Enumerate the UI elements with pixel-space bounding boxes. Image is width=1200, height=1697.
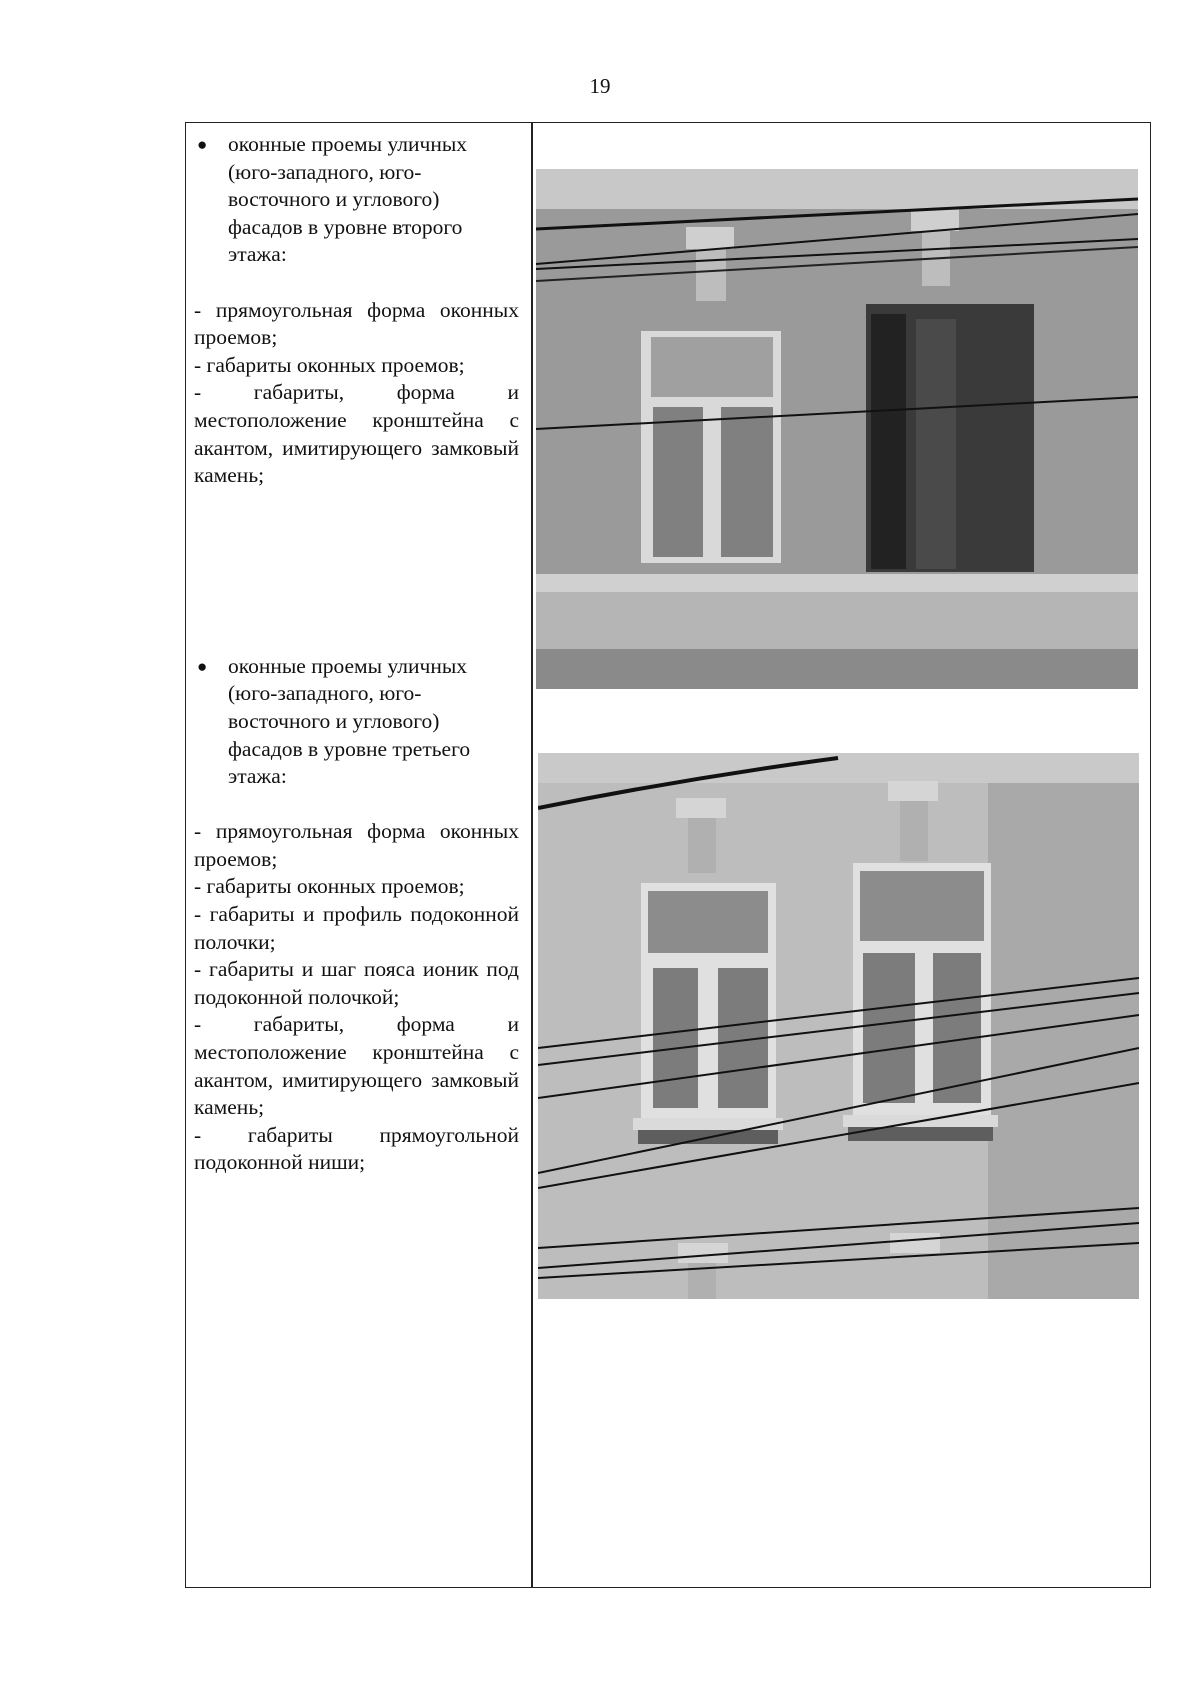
bullet-item — [194, 131, 519, 269]
requirements-table — [185, 122, 1151, 1588]
block-heading: оконные проемы уличных (юго-западного, юго-восточного и углового) фасадов в уровне третьего этажа: — [228, 653, 471, 789]
requirement-item: - габариты и профиль подоконной полочки; — [194, 902, 519, 954]
bullet-icon: ● — [197, 135, 208, 154]
requirement-item: - габариты и шаг пояса ионик под подоконной полочкой; — [194, 957, 519, 1009]
bullet-item — [194, 653, 519, 791]
requirement-item: - прямоугольная форма оконных проемов; — [194, 297, 519, 350]
requirement-item: - прямоугольная форма оконных проемов; — [194, 819, 519, 871]
page-number: 19 — [589, 74, 611, 98]
requirement-block-second-floor — [194, 131, 519, 490]
requirement-block-third-floor — [194, 653, 519, 1177]
column-divider — [531, 123, 533, 1587]
bullet-icon: ● — [197, 656, 208, 676]
requirement-item: - габариты, форма и местоположение кронштейна с акантом, имитирующего замковый камень; — [194, 380, 519, 488]
block-heading: оконные проемы уличных (юго-западного, юго-восточного и углового) фасадов в уровне второго этажа: — [228, 132, 468, 267]
requirement-item: - габариты оконных проемов; — [194, 352, 465, 377]
requirement-item: - габариты оконных проемов; — [194, 874, 465, 899]
requirements-column — [194, 131, 519, 1177]
facade-photo-third-floor — [538, 753, 1139, 1299]
facade-photo-second-floor — [536, 169, 1138, 689]
requirement-item: - габариты, форма и местоположение кронштейна с акантом, имитирующего замковый камень; — [194, 1012, 519, 1120]
requirement-item: - габариты прямоугольной подоконной ниши; — [194, 1122, 519, 1175]
